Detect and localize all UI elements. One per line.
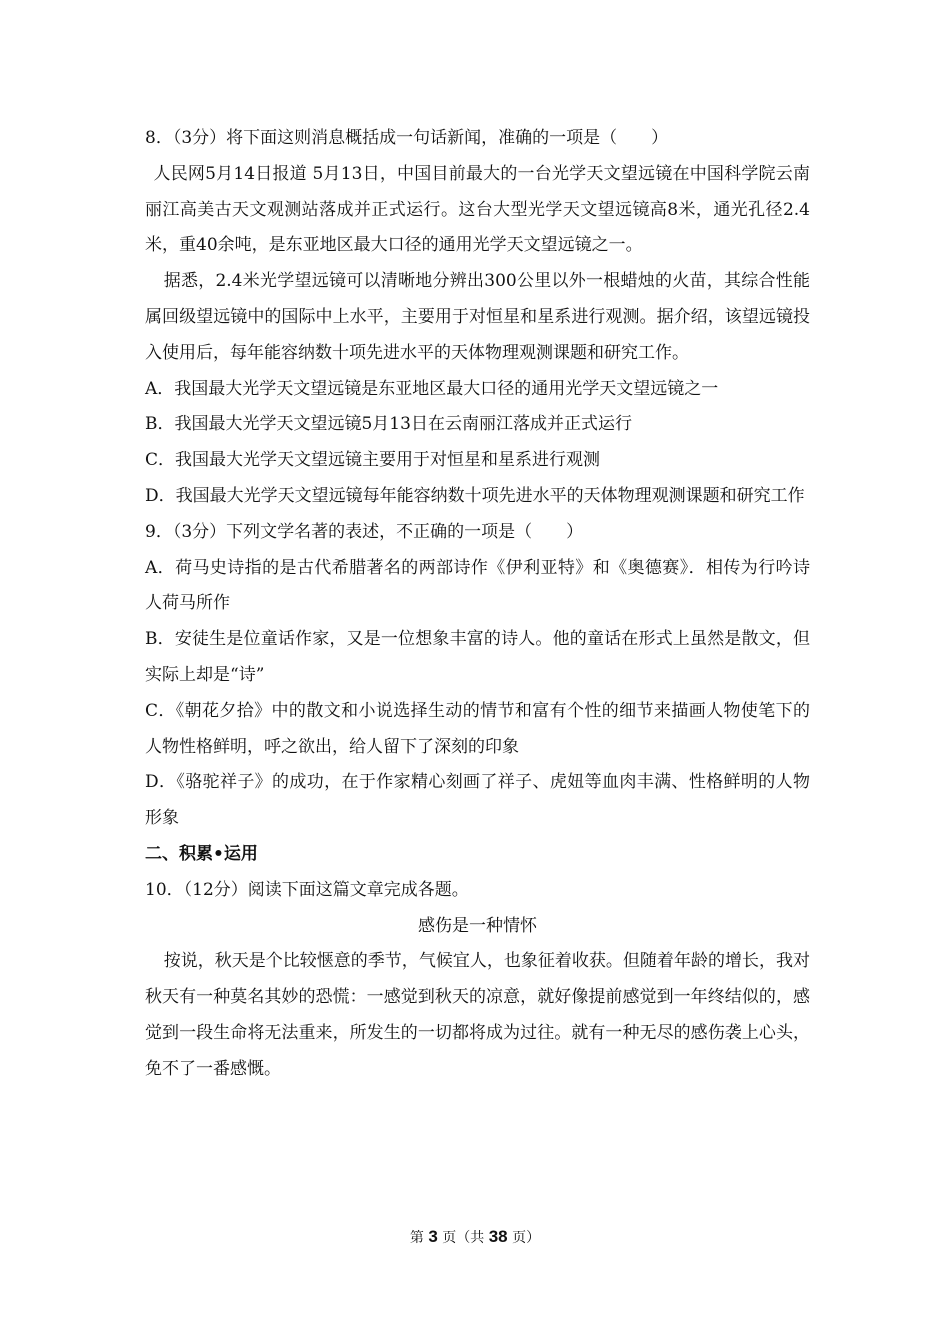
footer-middle: 页（共 [442, 1230, 485, 1246]
page-number: 3 [428, 1227, 438, 1246]
question-9-option-d: D．《骆驼祥子》的成功，在于作家精心刻画了祥子、虎妞等血肉丰满、性格鲜明的人物形象 [145, 772, 810, 829]
question-8-option-b: B．我国最大光学天文望远镜5月13日在云南丽江落成并正式运行 [145, 414, 632, 435]
question-9-option-a: A．荷马史诗指的是古代希腊著名的两部诗作《伊利亚特》和《奥德赛》．相传为行吟诗人荷马所作 [145, 557, 810, 614]
section-heading: 二、积累•运用 [145, 843, 258, 864]
total-pages: 38 [488, 1227, 508, 1246]
exam-content [145, 121, 810, 1088]
question-10-stem: 10．（12分）阅读下面这篇文章完成各题。 [145, 879, 469, 900]
article-title: 感伤是一种情怀 [418, 915, 537, 936]
question-9-option-c: C．《朝花夕拾》中的散文和小说选择生动的情节和富有个性的细节来描画人物使笔下的人物性格鲜明，呼之欲出，给人留下了深刻的印象 [145, 700, 810, 757]
question-9-option-b: B．安徒生是位童话作家，又是一位想象丰富的诗人。他的童话在形式上虽然是散文，但实际上却是“诗” [145, 629, 810, 685]
question-8-stem: 8．（3分）将下面这则消息概括成一句话新闻，准确的一项是（ ） [145, 128, 669, 148]
page-footer [0, 1227, 950, 1247]
question-8-option-c: C．我国最大光学天文望远镜主要用于对恒星和星系进行观测 [145, 450, 601, 471]
question-8-option-a: A．我国最大光学天文望远镜是东亚地区最大口径的通用光学天文望远镜之一 [145, 378, 719, 399]
footer-suffix: 页） [512, 1230, 541, 1246]
question-9-stem: 9．（3分）下列文学名著的表述，不正确的一项是（ ） [145, 521, 584, 542]
article-paragraph: 按说，秋天是个比较惬意的季节，气候宜人，也象征着收获。但随着年龄的增长，我对秋天有一种莫名其妙的恐慌：一感觉到秋天的凉意，就好像提前感觉到一年终结似的，感觉到一段生命将无法重来，所发生的一切都将成为过往。就有一种无尽的感伤袭上心头，免不了一番感慨。 [145, 951, 810, 1079]
question-8-passage-paragraph: 人民网5月14日报道 5月13日，中国目前最大的一台光学天文望远镜在中国科学院云南丽江高美古天文观测站落成并正式运行。这台大型光学天文望远镜高8米，通光孔径2.4米，重40余吨，是东亚地区最大口径的通用光学天文望远镜之一。 [145, 163, 810, 256]
question-8-passage-paragraph: 据悉，2.4米光学望远镜可以清晰地分辨出300公里以外一根蜡烛的火苗，其综合性能属回级望远镜中的国际中上水平，主要用于对恒星和星系进行观测。据介绍，该望远镜投入使用后，每年能容纳数十项先进水平的天体物理观测课题和研究工作。 [145, 271, 810, 363]
footer-prefix: 第 [409, 1230, 424, 1246]
question-8-option-d: D．我国最大光学天文望远镜每年能容纳数十项先进水平的天体物理观测课题和研究工作 [145, 485, 805, 506]
